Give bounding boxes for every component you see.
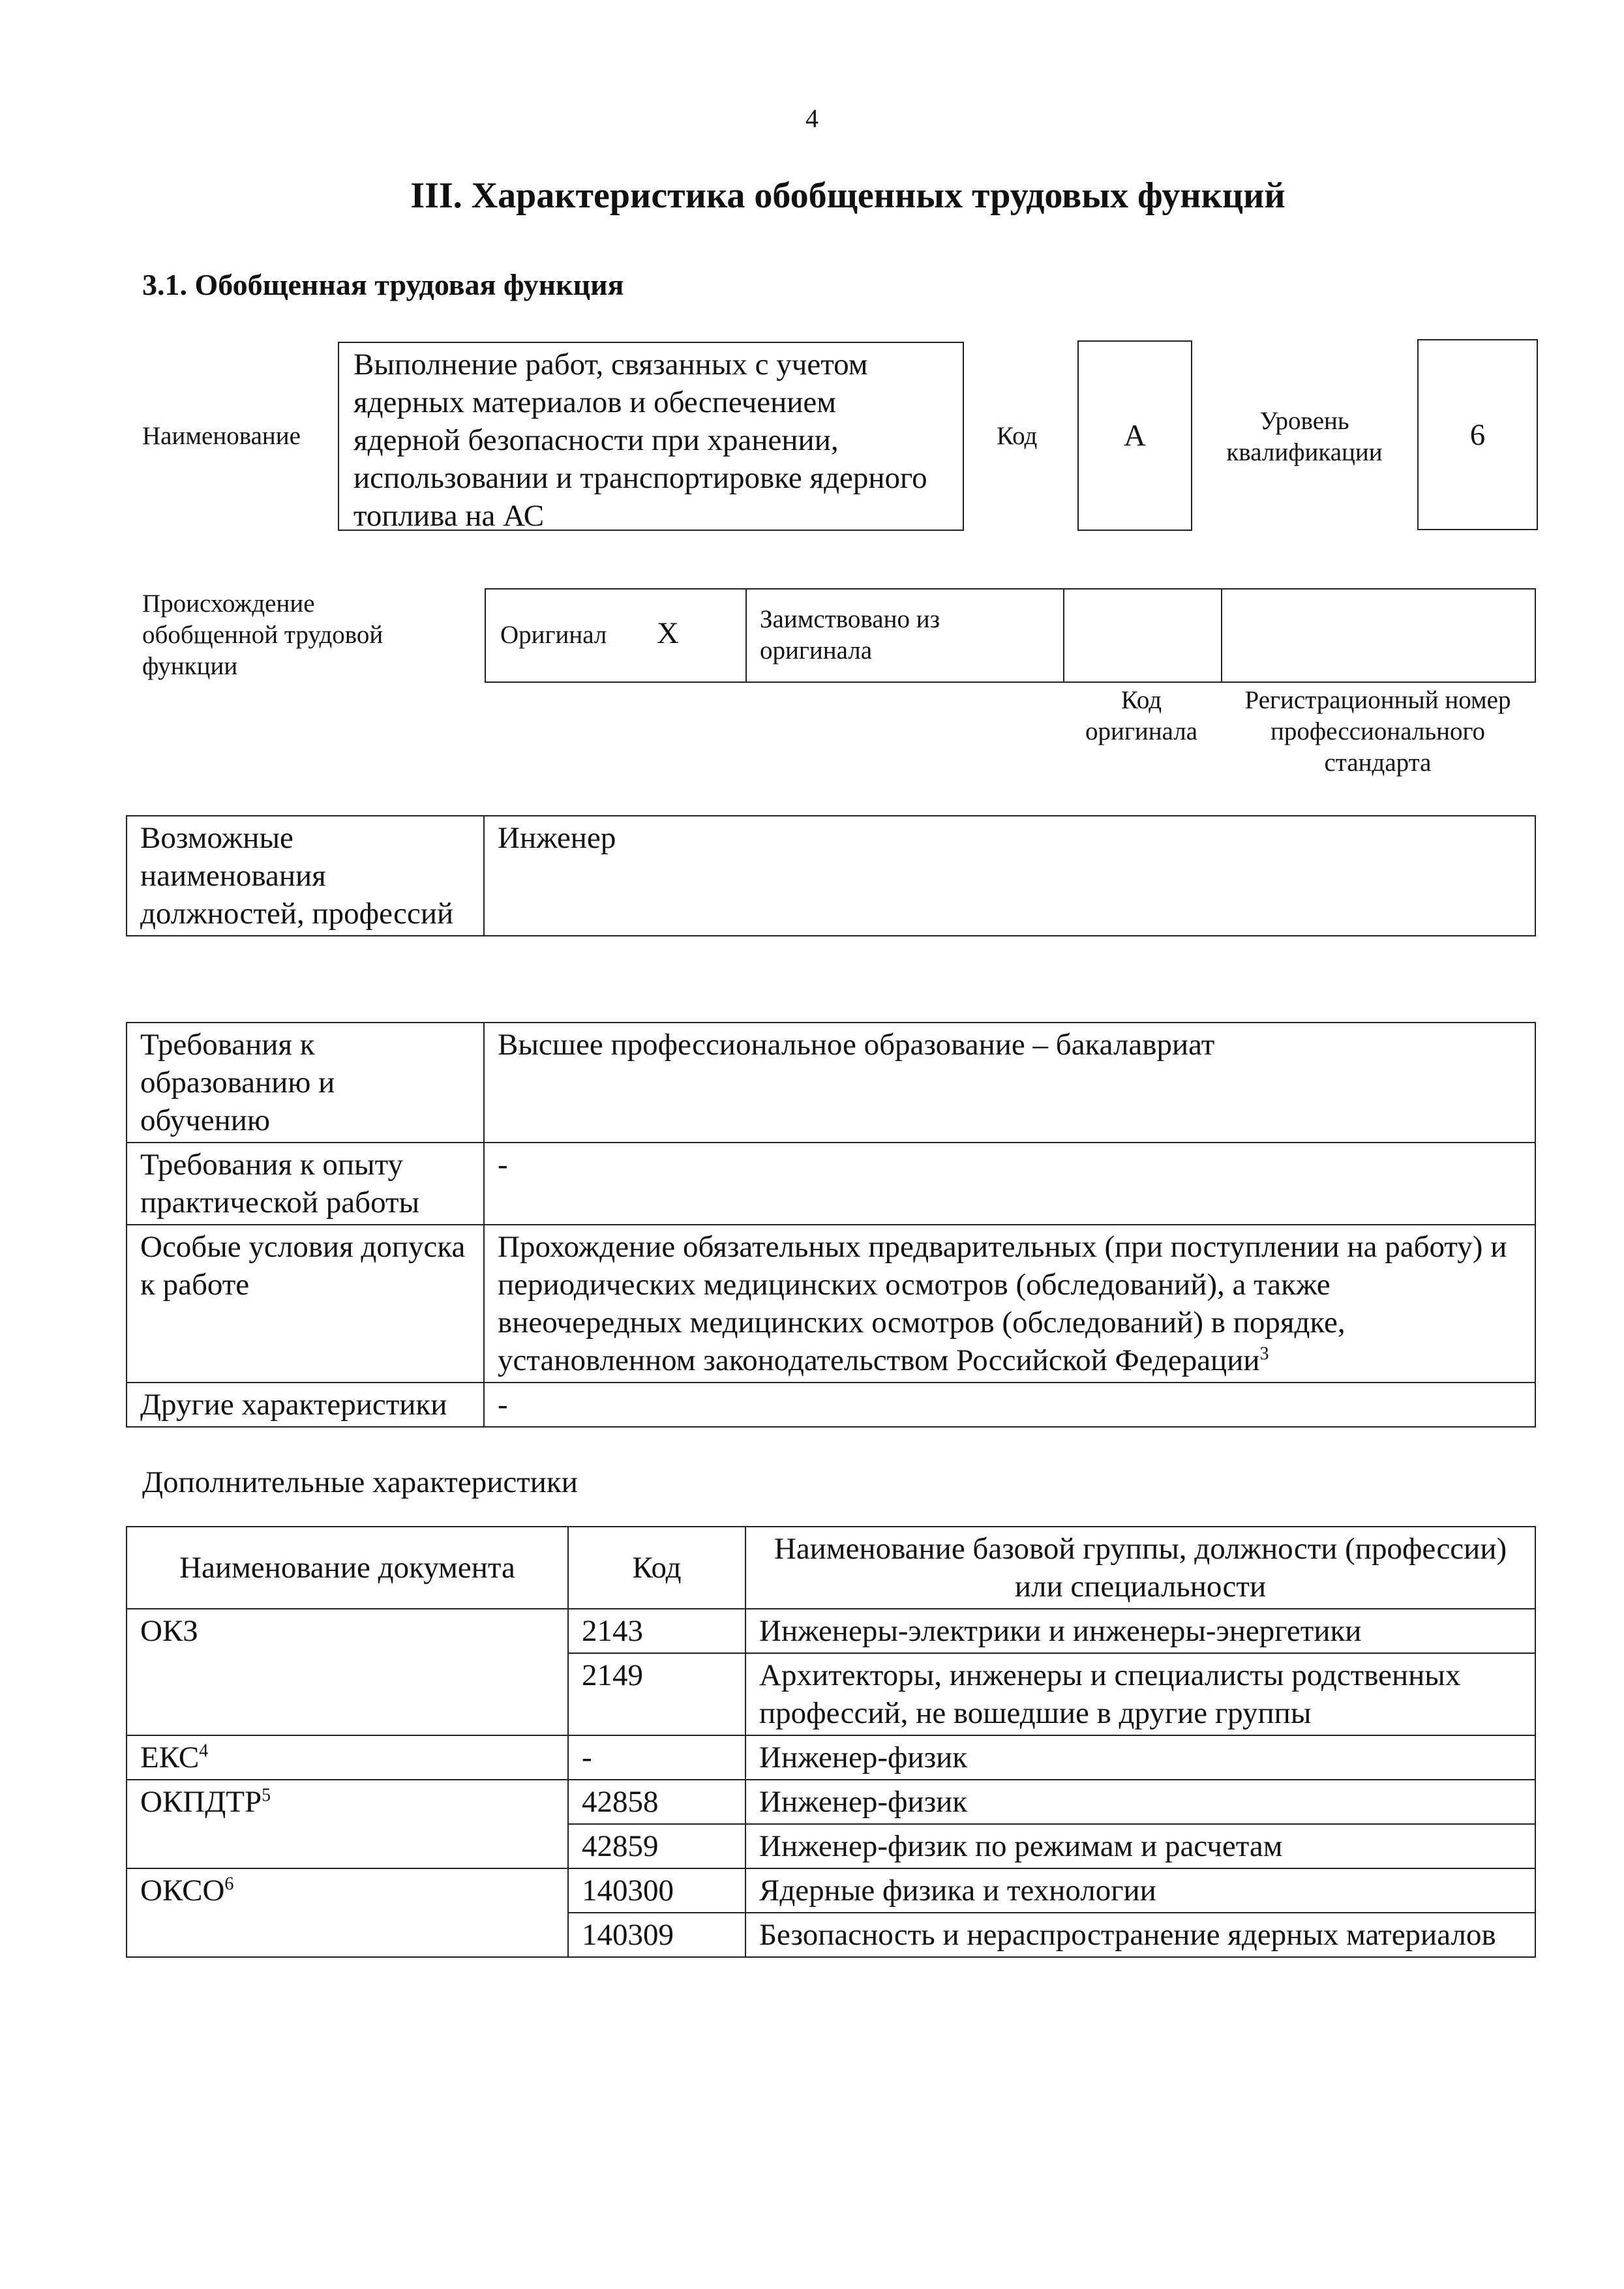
requirement-label: Другие характеристики xyxy=(127,1383,484,1427)
code-cell: 2149 xyxy=(568,1653,745,1735)
positions-label: Возможные наименования должностей, профессий xyxy=(127,816,484,936)
name-cell: Безопасность и нераспространение ядерных материалов xyxy=(745,1913,1535,1957)
table-row xyxy=(127,1780,1535,1824)
name-cell: Архитекторы, инженеры и специалисты родственных профессий, не вошедшие в другие группы xyxy=(745,1653,1535,1735)
code-value: A xyxy=(1124,419,1146,453)
requirement-value: - xyxy=(484,1383,1535,1427)
original-mark: X xyxy=(657,616,679,650)
code-cell: 140300 xyxy=(568,1868,745,1913)
footnote-ref: 5 xyxy=(262,1785,271,1806)
code-cell: - xyxy=(568,1735,745,1780)
doc-name: ОКСО xyxy=(140,1874,225,1908)
requirement-value: - xyxy=(484,1143,1535,1225)
code-cell: 2143 xyxy=(568,1609,745,1653)
header-document: Наименование документа xyxy=(127,1527,568,1609)
origin-label: Происхождение обобщенной трудовой функции xyxy=(142,590,383,680)
code-caption: Код оригинала xyxy=(1085,686,1198,745)
level-value: 6 xyxy=(1469,417,1486,452)
name-cell: Инженер-физик xyxy=(745,1735,1535,1780)
requirement-label: Особые условия допуска к работе xyxy=(127,1225,484,1383)
page-number: 4 xyxy=(805,104,819,133)
doc-cell xyxy=(127,1780,568,1868)
additional-table xyxy=(126,1526,1536,1958)
requirement-value: Прохождение обязательных предварительных (при поступлении на работу) и периодических медицинских осмотров (обследований), а также внеочередных медицинских осмотров (обследований) в порядке, установленном законодательством Российской Федерации xyxy=(498,1230,1507,1377)
positions-table xyxy=(126,815,1536,936)
code-box xyxy=(1077,340,1192,531)
requirement-label: Требования к образованию и обучению xyxy=(127,1023,484,1143)
function-name-value: Выполнение работ, связанных с учетом ядерных материалов и обеспечением ядерной безопасности при хранении, использовании и транспортировке ядерного топлива на АС xyxy=(353,348,927,533)
level-label: Уровень квалификации xyxy=(1226,407,1383,466)
requirement-label: Требования к опыту практической работы xyxy=(127,1143,484,1225)
code-cell: 42859 xyxy=(568,1824,745,1868)
code-cell: 42858 xyxy=(568,1780,745,1824)
doc-name: ЕКС xyxy=(140,1741,200,1774)
name-cell: Ядерные физика и технологии xyxy=(745,1868,1535,1913)
reg-caption: Регистрационный номер профессионального стандарта xyxy=(1244,686,1511,777)
doc-cell xyxy=(127,1868,568,1957)
doc-name: ОКЗ xyxy=(140,1614,198,1648)
header-code: Код xyxy=(568,1527,745,1609)
level-box xyxy=(1417,339,1538,530)
section-title: III. Характеристика обобщенных трудовых функций xyxy=(410,175,1286,216)
footnote-ref: 4 xyxy=(199,1741,209,1761)
borrowed-label: Заимствовано из оригинала xyxy=(760,605,940,665)
table-row xyxy=(127,1735,1535,1780)
table-row xyxy=(127,1023,1535,1143)
positions-value: Инженер xyxy=(484,816,1535,936)
footnote-ref: 6 xyxy=(224,1874,234,1894)
doc-cell xyxy=(127,1735,568,1780)
function-name-box xyxy=(338,342,964,531)
requirement-value: Высшее профессиональное образование – бакалавриат xyxy=(484,1023,1535,1143)
table-row xyxy=(127,1609,1535,1653)
footnote-ref: 3 xyxy=(1259,1343,1269,1364)
doc-cell xyxy=(127,1609,568,1735)
origin-divider-2 xyxy=(1063,590,1064,681)
name-cell: Инженер-физик xyxy=(745,1780,1535,1824)
table-row xyxy=(127,1143,1535,1225)
doc-name: ОКПДТР xyxy=(140,1785,262,1819)
positions-row xyxy=(127,816,1535,936)
original-label: Оригинал xyxy=(500,621,607,649)
requirements-table xyxy=(126,1022,1536,1428)
origin-divider-3 xyxy=(1221,590,1222,681)
table-row xyxy=(127,1383,1535,1427)
origin-box xyxy=(485,588,1536,683)
header-row xyxy=(127,1527,1535,1609)
subsection-title: 3.1. Обобщенная трудовая функция xyxy=(142,268,624,301)
code-cell: 140309 xyxy=(568,1913,745,1957)
name-cell: Инженер-физик по режимам и расчетам xyxy=(745,1824,1535,1868)
table-row xyxy=(127,1868,1535,1913)
header-name: Наименование базовой группы, должности (профессии) или специальности xyxy=(745,1527,1535,1609)
code-label: Код xyxy=(997,422,1038,450)
additional-title: Дополнительные характеристики xyxy=(142,1465,578,1499)
name-label: Наименование xyxy=(142,422,301,450)
origin-divider-1 xyxy=(745,590,747,681)
requirement-value-cell xyxy=(484,1225,1535,1383)
name-cell: Инженеры-электрики и инженеры-энергетики xyxy=(745,1609,1535,1653)
table-row xyxy=(127,1225,1535,1383)
